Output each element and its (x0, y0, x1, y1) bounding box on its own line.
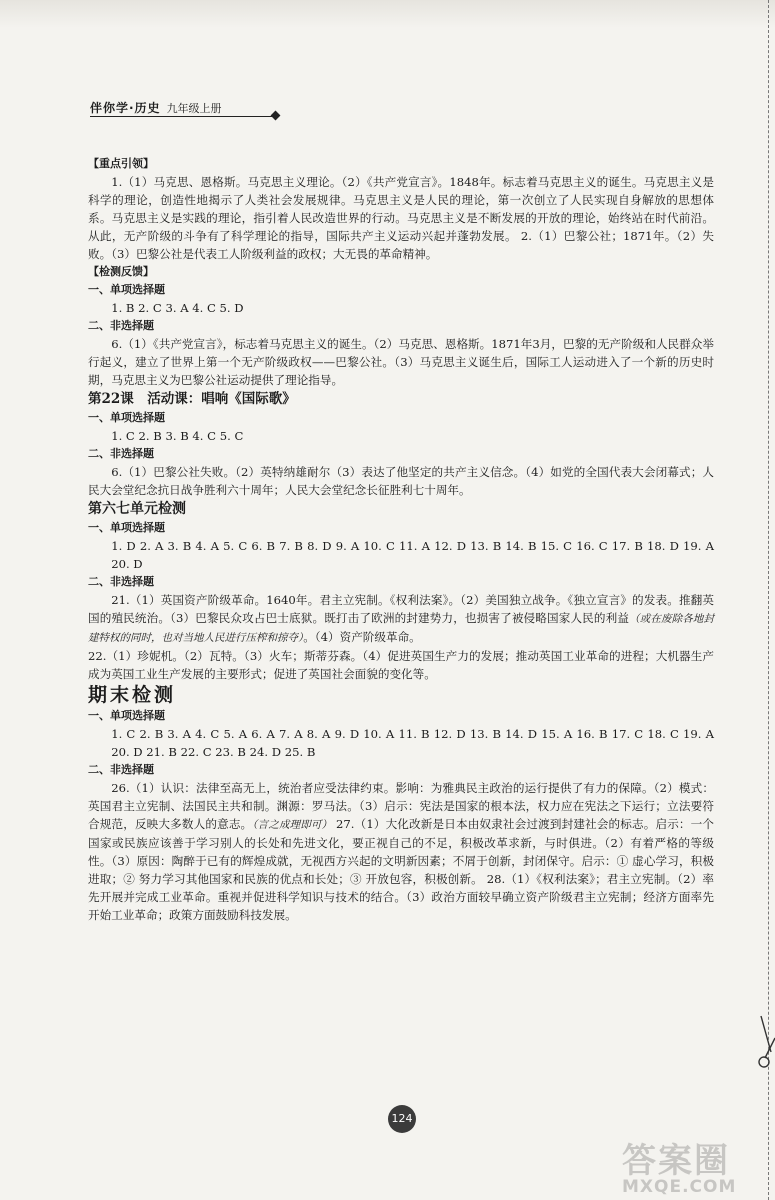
feedback-nonchoice-body: 6.（1）《共产党宣言》，标志着马克思主义的诞生。（2）马克思、恩格斯。1871年3月，巴黎的无产阶级和人民群众举行起义，建立了世界上第一个无产阶级政权——巴黎公社。（3）马克思主义诞生后，国际工人运动进入了一个新的历史时期，马克思主义为巴黎公社运动提供了理论指导。 (88, 337, 714, 387)
watermark (622, 1143, 762, 1195)
final-choice-answers: 1. C 2. B 3. A 4. C 5. A 6. A 7. A 8. A 9. D 10. A 11. B 12. D 13. B 14. D 15. A 16. B 17. C 18. C 19. A 20. D 21. B 22. C 23. B 24. D 25. B (111, 727, 714, 759)
header-grade: 九年级上册 (166, 102, 222, 115)
final-choice-heading: 一、单项选择题 (88, 709, 165, 722)
lesson22-choice-answers: 1. C 2. B 3. B 4. C 5. C (111, 429, 244, 443)
watermark-line2: MXQE.COM (622, 1177, 737, 1197)
q26-italic-note: （言之成理即可） (252, 819, 333, 831)
scan-top-shadow (0, 0, 775, 28)
key-guide-heading: 【重点引领】 (88, 157, 154, 170)
final-exam-title: 期末检测 (88, 684, 177, 706)
q21-italic-note: （或在废除各地封建特权的同时，也对当地人民进行压榨和掠夺） (88, 613, 714, 644)
unit67-q21 (88, 591, 714, 647)
q27-q28: 27.（1）大化改新是日本由奴隶社会过渡到封建社会的标志。启示：一个国家或民族应该善于学习别人的长处和先进文化，要正视自己的不足，积极改革求新，与时俱进。（2）有着严格的等级性。（3）原因：陶醉于已有的辉煌成就，无视西方兴起的文明新因素；不屑于创新，封闭保守。启示：① 虚心学习，积极进取；② 努力学习其他国家和民族的优点和长处；③ 开放包容，积极创新。 28.（1）《权利法案》；君主立宪制。（2）率先开展并完成工业革命。重视并促进科学知识与技术的结合。（3）政治方面较早确立资产阶级君主立宪制；经济方面率先开始工业革命；政策方面鼓励科技发展。 (88, 817, 714, 922)
final-nonchoice-heading: 二、非选择题 (88, 763, 154, 776)
page-number: 124 (388, 1105, 416, 1133)
lesson22-nonchoice-body: 6.（1）巴黎公社失败。（2）英特纳雄耐尔（3）表达了他坚定的共产主义信念。（4）如党的全国代表大会闭幕式；人民大会堂纪念抗日战争胜利六十周年；人民大会堂纪念长征胜利七十周年。 (88, 465, 714, 497)
watermark-line1: 答案圈 (622, 1141, 730, 1181)
key-guide-body: 1.（1）马克思、恩格斯。马克思主义理论。（2）《共产党宣言》。1848年。标志着马克思主义的诞生。马克思主义是科学的理论，创造性地揭示了人类社会发展规律。马克思主义是人民的理论，第一次创立了人民实现自身解放的思想体系。马克思主义是实践的理论，指引着人民改造世界的行动。马克思主义是不断发展的开放的理论，始终站在时代前沿。从此，无产阶级的斗争有了科学理论的指导，国际共产主义运动兴起并蓬勃发展。 2.（1）巴黎公社；1871年。（2）失败。（3）巴黎公社是代表工人阶级利益的政权；大无畏的革命精神。 (88, 175, 714, 261)
header-brand: 伴你学·历史 (90, 101, 161, 115)
final-q26-q28 (88, 779, 714, 924)
unit67-choice-heading: 一、单项选择题 (88, 521, 165, 534)
feedback-nonchoice-heading: 二、非选择题 (88, 319, 154, 332)
feedback-choice-answers: 1. B 2. C 3. A 4. C 5. D (111, 301, 244, 315)
unit67-q22: 22.（1）珍妮机。（2）瓦特。（3）火车；斯蒂芬森。（4）促进英国生产力的发展；推动英国工业革命的进程；大机器生产成为英国工业生产发展的主要形式；促进了英国社会面貌的变化等。 (88, 649, 714, 681)
lesson22-choice-heading: 一、单项选择题 (88, 411, 165, 424)
lesson22-title: 第22课 活动课：唱响《国际歌》 (88, 391, 296, 407)
running-header (90, 97, 290, 119)
unit67-choice-answers: 1. D 2. A 3. B 4. A 5. C 6. B 7. B 8. D 9. A 10. C 11. A 12. D 13. B 14. B 15. C 16. C 17. B 18. D 19. A 20. D (111, 539, 714, 571)
header-rule (90, 116, 274, 117)
feedback-heading: 【检测反馈】 (88, 265, 154, 278)
q21-tail: 。（4）资产阶级革命。 (303, 630, 421, 644)
q21-main: 21.（1）英国资产阶级革命。1640年。君主立宪制。《权利法案》。（2）美国独立战争。《独立宣言》的发表。推翻英国的殖民统治。（3）巴黎民众攻占巴士底狱。既打击了欧洲的封建势力，也损害了被侵略国家人民的利益 (88, 593, 714, 625)
feedback-choice-heading: 一、单项选择题 (88, 283, 165, 296)
answer-content (88, 155, 714, 924)
unit67-title: 第六七单元检测 (88, 501, 186, 517)
lesson22-nonchoice-heading: 二、非选择题 (88, 447, 154, 460)
unit67-nonchoice-heading: 二、非选择题 (88, 575, 154, 588)
diamond-icon (271, 111, 281, 121)
q26-main: 26.（1）认识：法律至高无上，统治者应受法律约束。影响：为雅典民主政治的运行提供了有力的保障。（2）模式：英国君主立宪制、法国民主共和制。渊源：罗马法。（3）启示：宪法是国家的根本法，权力应在宪法之下运行；立法要符合规范，反映大多数人的意志。 (88, 781, 714, 831)
scissors-icon (755, 1012, 775, 1072)
